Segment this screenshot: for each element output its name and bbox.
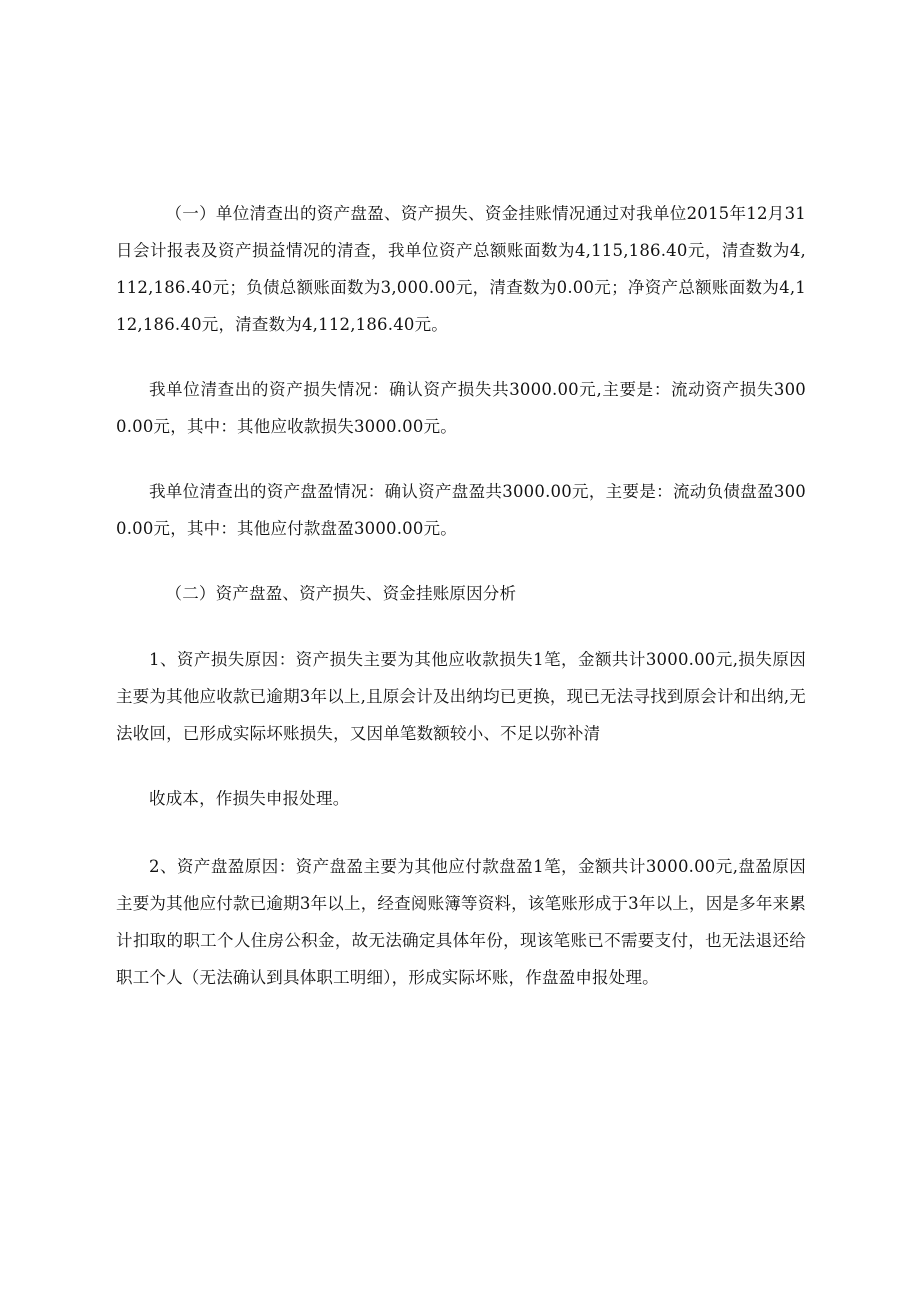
asset-loss-paragraph: 我单位清查出的资产损失情况：确认资产损失共3000.00元,主要是：流动资产损失3000.00元，其中：其他应收款损失3000.00元。	[116, 380, 806, 436]
section-2-heading: （二）资产盘盈、资产损失、资金挂账原因分析	[165, 584, 517, 603]
asset-surplus-paragraph: 我单位清查出的资产盘盈情况：确认资产盘盈共3000.00元，主要是：流动负债盘盈3000.00元，其中：其他应付款盘盈3000.00元。	[116, 482, 806, 538]
loss-reason-continuation: 收成本，作损失申报处理。	[149, 789, 350, 808]
loss-reason-paragraph: 1、资产损失原因：资产损失主要为其他应收款损失1笔，金额共计3000.00元,损失原因主要为其他应收款已逾期3年以上,且原会计及出纳均已更换，现已无法寻找到原会计和出纳,无法收回，已形成实际坏账损失，又因单笔数额较小、不足以弥补清	[116, 650, 806, 743]
section-1-paragraph: （一）单位清查出的资产盘盈、资产损失、资金挂账情况通过对我单位2015年12月31日会计报表及资产损益情况的清查，我单位资产总额账面数为4,115,186.40元，清查数为4,112,186.40元；负债总额账面数为3,000.00元，清查数为0.00元；净资产总额账面数为4,112,186.40元，清查数为4,112,186.40元。	[116, 204, 806, 334]
surplus-reason-paragraph: 2、资产盘盈原因：资产盘盈主要为其他应付款盘盈1笔，金额共计3000.00元,盘盈原因主要为其他应付款已逾期3年以上，经查阅账簿等资料，该笔账形成于3年以上，因是多年来累计扣取的职工个人住房公积金，故无法确定具体年份，现该笔账已不需要支付，也无法退还给职工个人（无法确认到具体职工明细），形成实际坏账，作盘盈申报处理。	[116, 857, 806, 987]
